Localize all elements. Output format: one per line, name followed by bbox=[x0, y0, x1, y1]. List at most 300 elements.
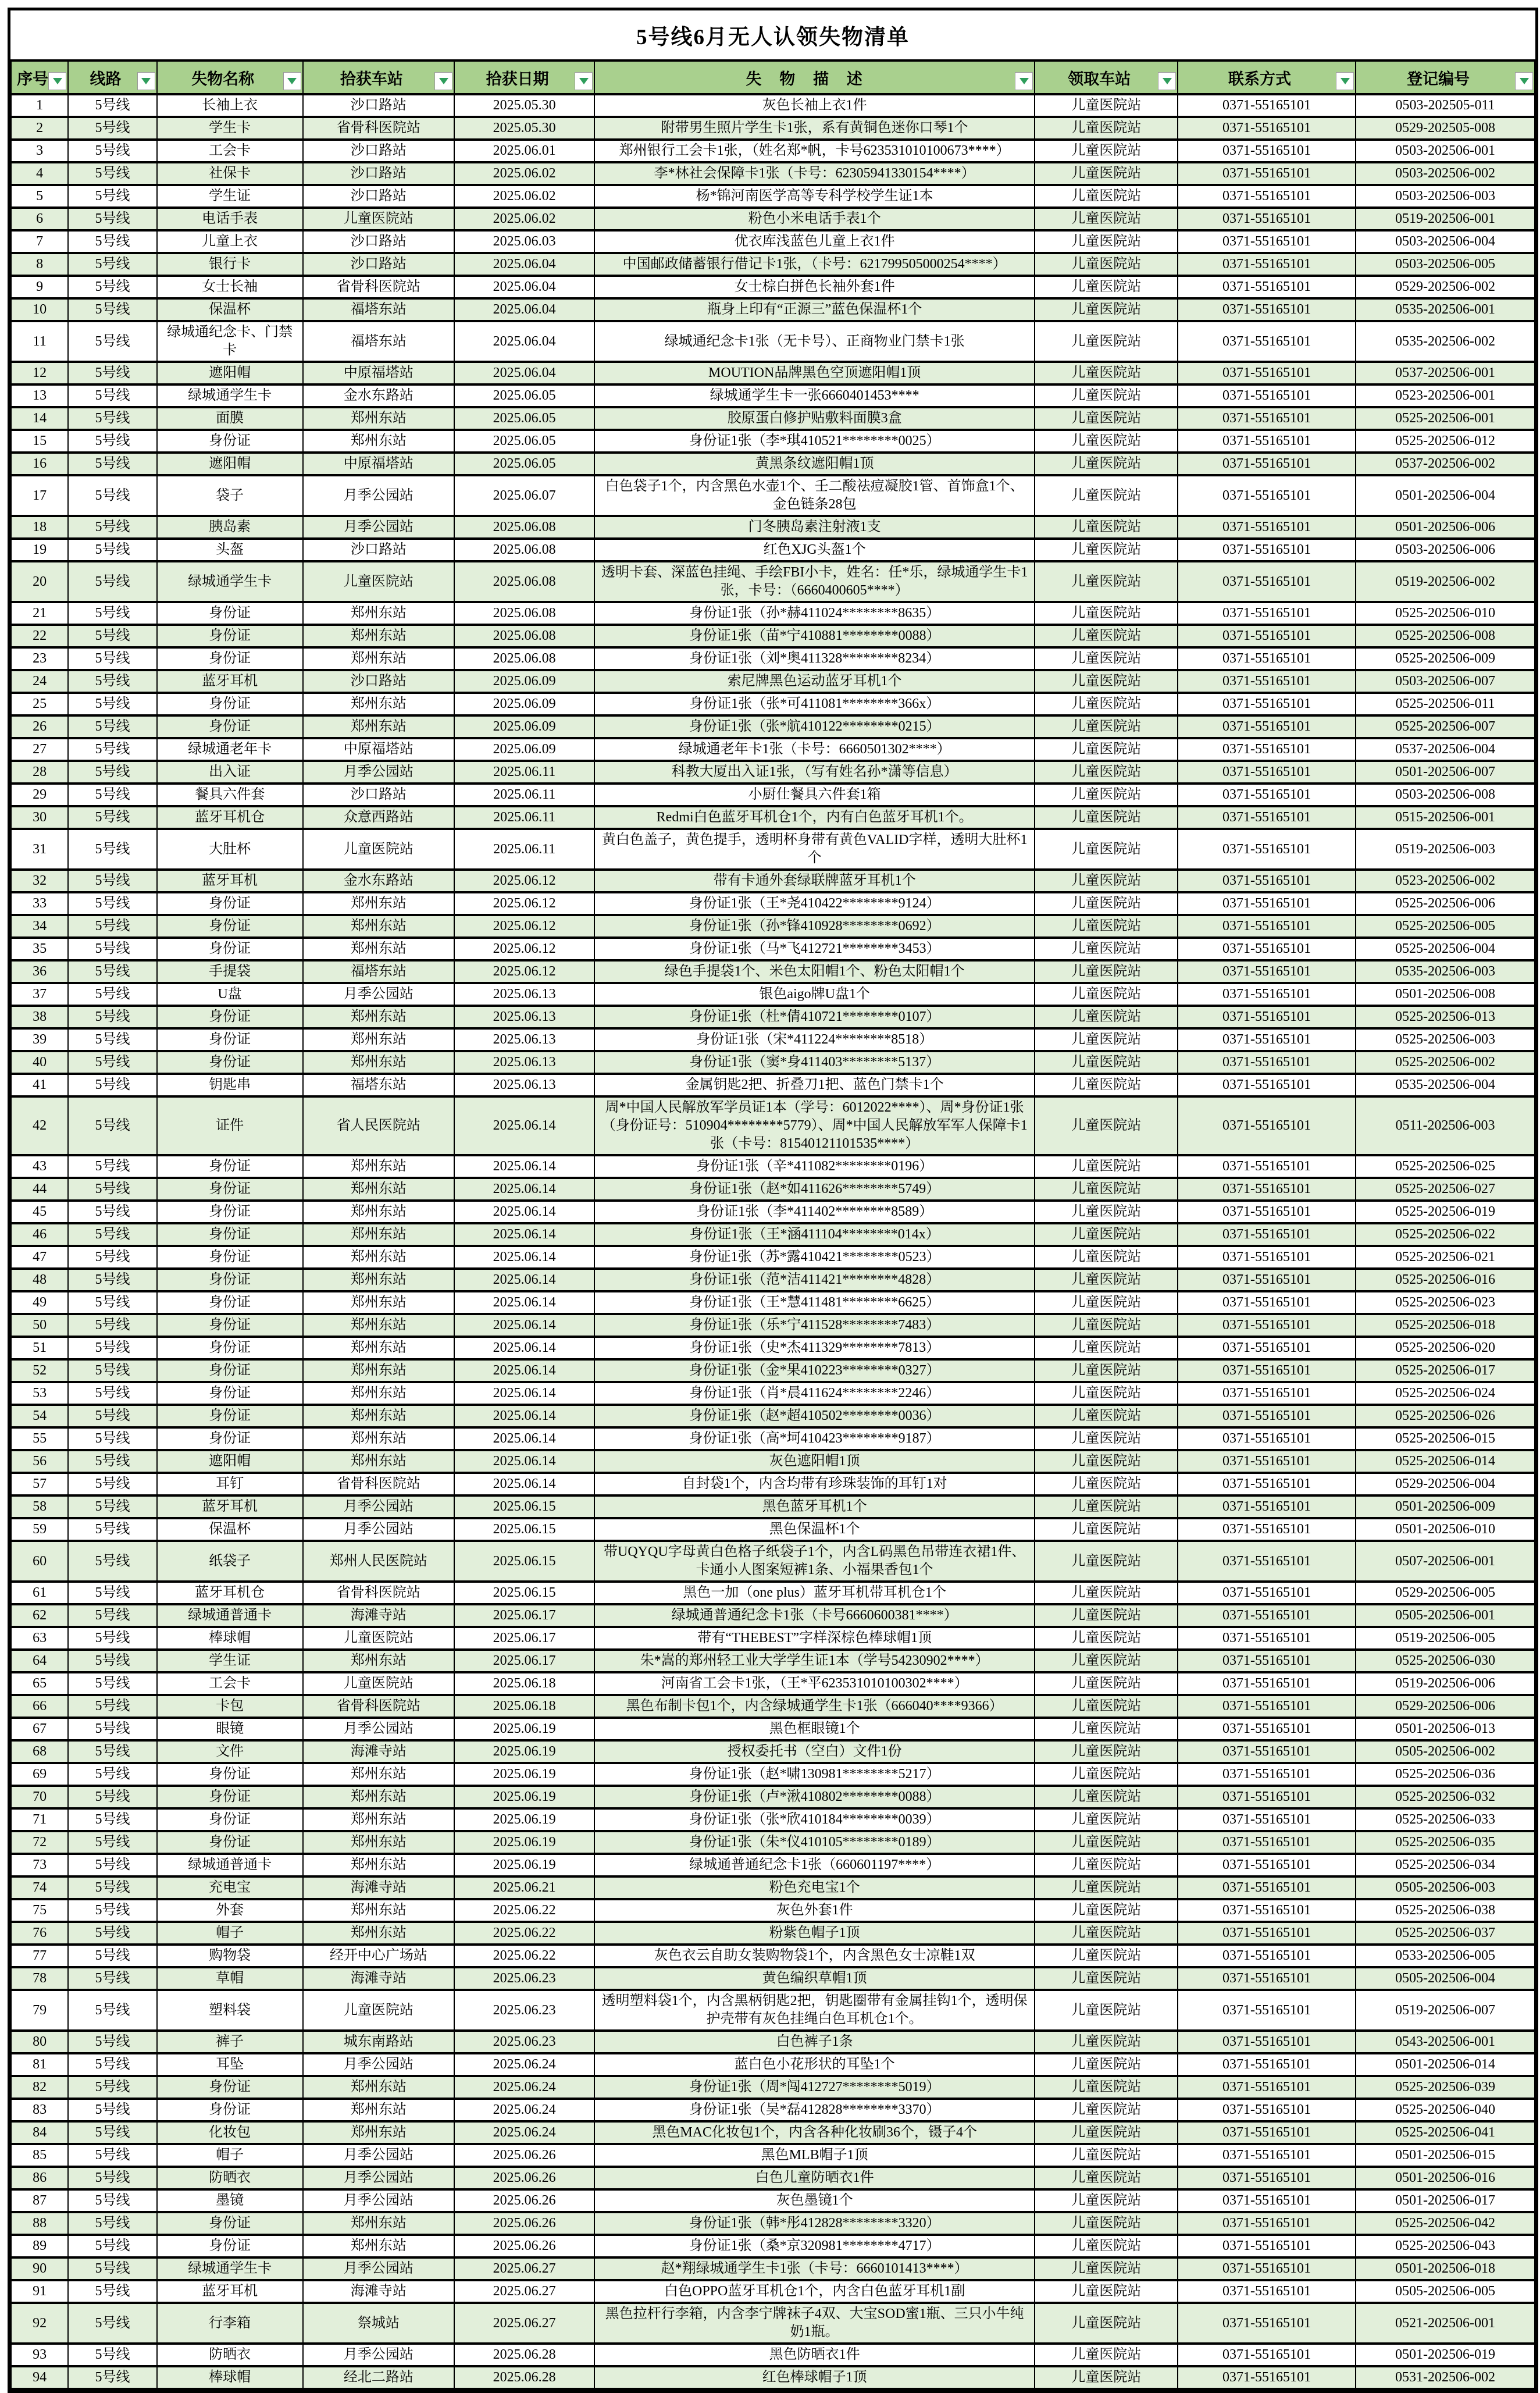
filter-dropdown-button[interactable] bbox=[1158, 72, 1176, 90]
cell-item-name: 手提袋 bbox=[157, 960, 303, 983]
cell-item-name: 儿童上衣 bbox=[157, 230, 303, 253]
cell-contact: 0371-55165101 bbox=[1178, 1627, 1356, 1650]
table-row bbox=[11, 94, 1535, 117]
cell-line: 5号线 bbox=[68, 1006, 156, 1028]
cell-date-found: 2025.06.07 bbox=[454, 475, 594, 516]
cell-contact: 0371-55165101 bbox=[1178, 276, 1356, 298]
cell-reg-no: 0525-202506-043 bbox=[1356, 2235, 1535, 2257]
cell-line: 5号线 bbox=[68, 806, 156, 829]
cell-seq: 67 bbox=[11, 1718, 68, 1740]
cell-item-name: 遮阳帽 bbox=[157, 362, 303, 384]
cell-date-found: 2025.06.14 bbox=[454, 1178, 594, 1201]
cell-station-found: 郑州东站 bbox=[303, 1314, 455, 1337]
cell-item-name: 化妆包 bbox=[157, 2121, 303, 2144]
cell-line: 5号线 bbox=[68, 384, 156, 407]
cell-claim-station: 儿童医院站 bbox=[1035, 1945, 1178, 1967]
filter-dropdown-button[interactable] bbox=[575, 72, 593, 90]
cell-contact: 0371-55165101 bbox=[1178, 2303, 1356, 2344]
table-row bbox=[11, 2121, 1535, 2144]
cell-item-name: 遮阳帽 bbox=[157, 1450, 303, 1473]
cell-date-found: 2025.06.22 bbox=[454, 1922, 594, 1945]
cell-description: 灰色衣云自助女装购物袋1个，内含黑色女士凉鞋1双 bbox=[594, 1945, 1035, 1967]
cell-line: 5号线 bbox=[68, 625, 156, 647]
cell-station-found: 郑州东站 bbox=[303, 1155, 455, 1178]
cell-station-found: 郑州东站 bbox=[303, 407, 455, 430]
cell-station-found: 沙口路站 bbox=[303, 539, 455, 561]
cell-reg-no: 0507-202506-001 bbox=[1356, 1541, 1535, 1582]
cell-item-name: 身份证 bbox=[157, 1269, 303, 1291]
cell-reg-no: 0501-202506-018 bbox=[1356, 2257, 1535, 2280]
cell-reg-no: 0501-202506-008 bbox=[1356, 983, 1535, 1006]
cell-description: 绿城通纪念卡1张（无卡号）、正商物业门禁卡1张 bbox=[594, 321, 1035, 362]
cell-claim-station: 儿童医院站 bbox=[1035, 915, 1178, 938]
cell-date-found: 2025.06.17 bbox=[454, 1627, 594, 1650]
cell-station-found: 月季公园站 bbox=[303, 1495, 455, 1518]
table-row bbox=[11, 1028, 1535, 1051]
cell-item-name: 钥匙串 bbox=[157, 1074, 303, 1096]
cell-reg-no: 0529-202506-006 bbox=[1356, 1695, 1535, 1718]
cell-description: 绿城通学生卡一张6660401453**** bbox=[594, 384, 1035, 407]
cell-claim-station: 儿童医院站 bbox=[1035, 1382, 1178, 1405]
cell-item-name: 身份证 bbox=[157, 1359, 303, 1382]
cell-seq: 35 bbox=[11, 938, 68, 960]
cell-reg-no: 0525-202506-008 bbox=[1356, 625, 1535, 647]
table-row bbox=[11, 625, 1535, 647]
cell-reg-no: 0525-202506-021 bbox=[1356, 1246, 1535, 1269]
cell-date-found: 2025.06.15 bbox=[454, 1582, 594, 1604]
table-row bbox=[11, 1967, 1535, 1990]
cell-item-name: 餐具六件套 bbox=[157, 784, 303, 806]
cell-date-found: 2025.06.12 bbox=[454, 938, 594, 960]
cell-claim-station: 儿童医院站 bbox=[1035, 140, 1178, 162]
cell-claim-station: 儿童医院站 bbox=[1035, 1314, 1178, 1337]
cell-date-found: 2025.06.26 bbox=[454, 2212, 594, 2235]
cell-station-found: 月季公园站 bbox=[303, 2189, 455, 2212]
cell-claim-station: 儿童医院站 bbox=[1035, 938, 1178, 960]
cell-claim-station: 儿童医院站 bbox=[1035, 2189, 1178, 2212]
table-row bbox=[11, 140, 1535, 162]
cell-date-found: 2025.06.24 bbox=[454, 2053, 594, 2076]
table-row bbox=[11, 715, 1535, 738]
cell-contact: 0371-55165101 bbox=[1178, 2366, 1356, 2389]
cell-contact: 0371-55165101 bbox=[1178, 2189, 1356, 2212]
cell-seq: 58 bbox=[11, 1495, 68, 1518]
filter-dropdown-button[interactable] bbox=[48, 72, 66, 90]
cell-item-name: 保温杯 bbox=[157, 298, 303, 321]
cell-seq: 33 bbox=[11, 892, 68, 915]
cell-claim-station: 儿童医院站 bbox=[1035, 2280, 1178, 2303]
cell-item-name: 身份证 bbox=[157, 1051, 303, 1074]
cell-contact: 0371-55165101 bbox=[1178, 2257, 1356, 2280]
cell-contact: 0371-55165101 bbox=[1178, 1945, 1356, 1967]
cell-line: 5号线 bbox=[68, 983, 156, 1006]
cell-contact: 0371-55165101 bbox=[1178, 453, 1356, 475]
cell-claim-station: 儿童医院站 bbox=[1035, 2167, 1178, 2189]
cell-reg-no: 0505-202506-001 bbox=[1356, 1604, 1535, 1627]
cell-line: 5号线 bbox=[68, 140, 156, 162]
cell-station-found: 郑州东站 bbox=[303, 1178, 455, 1201]
cell-contact: 0371-55165101 bbox=[1178, 938, 1356, 960]
cell-line: 5号线 bbox=[68, 1405, 156, 1427]
cell-date-found: 2025.06.01 bbox=[454, 140, 594, 162]
cell-line: 5号线 bbox=[68, 1473, 156, 1495]
table-row bbox=[11, 1945, 1535, 1967]
cell-line: 5号线 bbox=[68, 117, 156, 140]
cell-item-name: 帽子 bbox=[157, 1922, 303, 1945]
cell-description: 身份证1张（孙*赫411024********8635） bbox=[594, 602, 1035, 625]
cell-description: 门冬胰岛素注射液1支 bbox=[594, 516, 1035, 539]
table-row bbox=[11, 1450, 1535, 1473]
cell-contact: 0371-55165101 bbox=[1178, 983, 1356, 1006]
cell-station-found: 月季公园站 bbox=[303, 983, 455, 1006]
cell-contact: 0371-55165101 bbox=[1178, 516, 1356, 539]
cell-description: 绿城通老年卡1张（卡号：6660501302****） bbox=[594, 738, 1035, 761]
table-row bbox=[11, 1582, 1535, 1604]
filter-arrow-icon bbox=[1341, 78, 1350, 84]
cell-claim-station: 儿童医院站 bbox=[1035, 162, 1178, 185]
cell-station-found: 郑州东站 bbox=[303, 430, 455, 453]
table-row bbox=[11, 362, 1535, 384]
column-header-reg-no bbox=[1356, 60, 1535, 94]
cell-seq: 4 bbox=[11, 162, 68, 185]
cell-item-name: 墨镜 bbox=[157, 2189, 303, 2212]
cell-station-found: 郑州东站 bbox=[303, 1650, 455, 1672]
cell-date-found: 2025.06.28 bbox=[454, 2366, 594, 2389]
cell-contact: 0371-55165101 bbox=[1178, 2121, 1356, 2144]
cell-line: 5号线 bbox=[68, 1650, 156, 1672]
cell-station-found: 郑州东站 bbox=[303, 1786, 455, 1808]
cell-station-found: 郑州东站 bbox=[303, 1831, 455, 1854]
cell-reg-no: 0535-202506-003 bbox=[1356, 960, 1535, 983]
cell-station-found: 省骨科医院站 bbox=[303, 117, 455, 140]
table-row bbox=[11, 2235, 1535, 2257]
cell-station-found: 经北二路站 bbox=[303, 2366, 455, 2389]
cell-date-found: 2025.06.18 bbox=[454, 1672, 594, 1695]
cell-contact: 0371-55165101 bbox=[1178, 1854, 1356, 1876]
cell-seq: 28 bbox=[11, 761, 68, 784]
cell-date-found: 2025.06.17 bbox=[454, 1604, 594, 1627]
cell-station-found: 郑州东站 bbox=[303, 1223, 455, 1246]
table-row bbox=[11, 1269, 1535, 1291]
cell-line: 5号线 bbox=[68, 475, 156, 516]
cell-station-found: 福塔东站 bbox=[303, 1074, 455, 1096]
table-row bbox=[11, 2303, 1535, 2344]
cell-station-found: 郑州东站 bbox=[303, 1899, 455, 1922]
cell-seq: 29 bbox=[11, 784, 68, 806]
cell-seq: 22 bbox=[11, 625, 68, 647]
table-row bbox=[11, 1155, 1535, 1178]
table-row bbox=[11, 2257, 1535, 2280]
cell-station-found: 郑州东站 bbox=[303, 892, 455, 915]
cell-description: 身份证1张（吴*磊412828********3370） bbox=[594, 2099, 1035, 2121]
cell-contact: 0371-55165101 bbox=[1178, 1450, 1356, 1473]
cell-line: 5号线 bbox=[68, 2189, 156, 2212]
cell-line: 5号线 bbox=[68, 1028, 156, 1051]
cell-contact: 0371-55165101 bbox=[1178, 1718, 1356, 1740]
cell-item-name: 绿城通普通卡 bbox=[157, 1854, 303, 1876]
cell-contact: 0371-55165101 bbox=[1178, 384, 1356, 407]
cell-claim-station: 儿童医院站 bbox=[1035, 1006, 1178, 1028]
filter-dropdown-button[interactable] bbox=[1336, 72, 1354, 90]
table-row bbox=[11, 806, 1535, 829]
cell-reg-no: 0525-202506-012 bbox=[1356, 430, 1535, 453]
table-row bbox=[11, 407, 1535, 430]
column-header-line bbox=[68, 60, 156, 94]
cell-contact: 0371-55165101 bbox=[1178, 647, 1356, 670]
cell-seq: 32 bbox=[11, 870, 68, 892]
cell-item-name: 学生证 bbox=[157, 185, 303, 208]
cell-reg-no: 0529-202506-004 bbox=[1356, 1473, 1535, 1495]
cell-station-found: 海滩寺站 bbox=[303, 1967, 455, 1990]
table-row bbox=[11, 162, 1535, 185]
cell-description: 自封袋1个，内含均带有珍珠装饰的耳钉1对 bbox=[594, 1473, 1035, 1495]
cell-seq: 44 bbox=[11, 1178, 68, 1201]
cell-station-found: 福塔东站 bbox=[303, 298, 455, 321]
cell-line: 5号线 bbox=[68, 430, 156, 453]
cell-item-name: 防晒衣 bbox=[157, 2167, 303, 2189]
cell-station-found: 海滩寺站 bbox=[303, 2280, 455, 2303]
cell-claim-station: 儿童医院站 bbox=[1035, 94, 1178, 117]
cell-date-found: 2025.06.21 bbox=[454, 1876, 594, 1899]
cell-seq: 53 bbox=[11, 1382, 68, 1405]
column-header-label: 拾获日期 bbox=[486, 70, 549, 88]
cell-line: 5号线 bbox=[68, 761, 156, 784]
table-row bbox=[11, 1337, 1535, 1359]
cell-seq: 14 bbox=[11, 407, 68, 430]
cell-item-name: 身份证 bbox=[157, 1155, 303, 1178]
cell-item-name: 耳钉 bbox=[157, 1473, 303, 1495]
cell-seq: 18 bbox=[11, 516, 68, 539]
cell-reg-no: 0525-202506-027 bbox=[1356, 1178, 1535, 1201]
cell-description: 黑色布制卡包1个，内含绿城通学生卡1张（666040****9366） bbox=[594, 1695, 1035, 1718]
table-row bbox=[11, 1223, 1535, 1246]
cell-contact: 0371-55165101 bbox=[1178, 1405, 1356, 1427]
cell-claim-station: 儿童医院站 bbox=[1035, 1672, 1178, 1695]
cell-description: 绿城通普通纪念卡1张（660601197****） bbox=[594, 1854, 1035, 1876]
cell-description: 身份证1张（宋*411224********8518） bbox=[594, 1028, 1035, 1051]
cell-item-name: 蓝牙耳机 bbox=[157, 1495, 303, 1518]
cell-line: 5号线 bbox=[68, 2076, 156, 2099]
cell-station-found: 郑州东站 bbox=[303, 1808, 455, 1831]
cell-description: 李*林社会保障卡1张（卡号：62305941330154****） bbox=[594, 162, 1035, 185]
cell-line: 5号线 bbox=[68, 2235, 156, 2257]
cell-item-name: 长袖上衣 bbox=[157, 94, 303, 117]
table-row bbox=[11, 602, 1535, 625]
cell-claim-station: 儿童医院站 bbox=[1035, 693, 1178, 715]
cell-contact: 0371-55165101 bbox=[1178, 829, 1356, 870]
cell-seq: 63 bbox=[11, 1627, 68, 1650]
cell-claim-station: 儿童医院站 bbox=[1035, 362, 1178, 384]
cell-contact: 0371-55165101 bbox=[1178, 230, 1356, 253]
cell-description: 绿色手提袋1个、米色太阳帽1个、粉色太阳帽1个 bbox=[594, 960, 1035, 983]
table-row bbox=[11, 516, 1535, 539]
table-row bbox=[11, 561, 1535, 602]
cell-date-found: 2025.06.23 bbox=[454, 2031, 594, 2053]
cell-contact: 0371-55165101 bbox=[1178, 915, 1356, 938]
cell-contact: 0371-55165101 bbox=[1178, 1740, 1356, 1763]
cell-seq: 11 bbox=[11, 321, 68, 362]
cell-seq: 85 bbox=[11, 2144, 68, 2167]
filter-dropdown-button[interactable] bbox=[1015, 72, 1033, 90]
cell-date-found: 2025.06.19 bbox=[454, 1718, 594, 1740]
cell-description: 金属钥匙2把、折叠刀1把、蓝色门禁卡1个 bbox=[594, 1074, 1035, 1096]
cell-description: 黑色拉杆行李箱，内含李宁牌袜子4双、大宝SOD蜜1瓶、三只小牛纯奶1瓶。 bbox=[594, 2303, 1035, 2344]
cell-claim-station: 儿童医院站 bbox=[1035, 1808, 1178, 1831]
cell-contact: 0371-55165101 bbox=[1178, 1763, 1356, 1786]
filter-dropdown-button[interactable] bbox=[283, 72, 301, 90]
cell-item-name: 身份证 bbox=[157, 647, 303, 670]
filter-arrow-icon bbox=[287, 78, 297, 84]
cell-line: 5号线 bbox=[68, 253, 156, 276]
cell-description: 索尼牌黑色运动蓝牙耳机1个 bbox=[594, 670, 1035, 693]
cell-reg-no: 0525-202506-030 bbox=[1356, 1650, 1535, 1672]
cell-reg-no: 0523-202506-001 bbox=[1356, 384, 1535, 407]
cell-station-found: 海滩寺站 bbox=[303, 1604, 455, 1627]
table-row bbox=[11, 2144, 1535, 2167]
cell-line: 5号线 bbox=[68, 1269, 156, 1291]
cell-item-name: 学生证 bbox=[157, 1650, 303, 1672]
cell-line: 5号线 bbox=[68, 1990, 156, 2031]
table-row bbox=[11, 738, 1535, 761]
cell-line: 5号线 bbox=[68, 516, 156, 539]
table-row bbox=[11, 2053, 1535, 2076]
column-header-description bbox=[594, 60, 1035, 94]
cell-description: 身份证1张（赵*啸130981********5217） bbox=[594, 1763, 1035, 1786]
cell-claim-station: 儿童医院站 bbox=[1035, 1405, 1178, 1427]
cell-item-name: 身份证 bbox=[157, 1028, 303, 1051]
cell-contact: 0371-55165101 bbox=[1178, 2280, 1356, 2303]
cell-reg-no: 0515-202506-001 bbox=[1356, 806, 1535, 829]
cell-reg-no: 0525-202506-041 bbox=[1356, 2121, 1535, 2144]
cell-item-name: 塑料袋 bbox=[157, 1990, 303, 2031]
cell-reg-no: 0501-202506-006 bbox=[1356, 516, 1535, 539]
cell-station-found: 郑州东站 bbox=[303, 1337, 455, 1359]
cell-seq: 54 bbox=[11, 1405, 68, 1427]
cell-line: 5号线 bbox=[68, 1718, 156, 1740]
cell-claim-station: 儿童医院站 bbox=[1035, 2366, 1178, 2389]
cell-item-name: 帽子 bbox=[157, 2144, 303, 2167]
cell-reg-no: 0501-202506-017 bbox=[1356, 2189, 1535, 2212]
cell-reg-no: 0501-202506-015 bbox=[1356, 2144, 1535, 2167]
cell-reg-no: 0525-202506-032 bbox=[1356, 1786, 1535, 1808]
table-row bbox=[11, 1831, 1535, 1854]
cell-seq: 7 bbox=[11, 230, 68, 253]
cell-item-name: 行李箱 bbox=[157, 2303, 303, 2344]
cell-seq: 3 bbox=[11, 140, 68, 162]
cell-seq: 23 bbox=[11, 647, 68, 670]
cell-reg-no: 0503-202506-008 bbox=[1356, 784, 1535, 806]
cell-contact: 0371-55165101 bbox=[1178, 625, 1356, 647]
table-row bbox=[11, 1074, 1535, 1096]
cell-claim-station: 儿童医院站 bbox=[1035, 2053, 1178, 2076]
cell-station-found: 郑州东站 bbox=[303, 1028, 455, 1051]
cell-date-found: 2025.06.14 bbox=[454, 1155, 594, 1178]
column-header-label: 登记编号 bbox=[1407, 70, 1470, 88]
cell-description: 绿城通普通纪念卡1张（卡号6660600381****） bbox=[594, 1604, 1035, 1627]
cell-item-name: 蓝牙耳机 bbox=[157, 670, 303, 693]
cell-reg-no: 0519-202506-002 bbox=[1356, 561, 1535, 602]
cell-contact: 0371-55165101 bbox=[1178, 670, 1356, 693]
cell-reg-no: 0505-202506-002 bbox=[1356, 1740, 1535, 1763]
cell-claim-station: 儿童医院站 bbox=[1035, 1223, 1178, 1246]
cell-claim-station: 儿童医院站 bbox=[1035, 2031, 1178, 2053]
cell-date-found: 2025.05.30 bbox=[454, 94, 594, 117]
cell-claim-station: 儿童医院站 bbox=[1035, 1922, 1178, 1945]
cell-date-found: 2025.05.30 bbox=[454, 117, 594, 140]
cell-claim-station: 儿童医院站 bbox=[1035, 2344, 1178, 2366]
column-header-label: 拾获车站 bbox=[340, 70, 403, 88]
cell-line: 5号线 bbox=[68, 1763, 156, 1786]
cell-claim-station: 儿童医院站 bbox=[1035, 430, 1178, 453]
column-header-label: 领取车站 bbox=[1068, 70, 1131, 88]
cell-line: 5号线 bbox=[68, 693, 156, 715]
cell-description: 朱*嵩的郑州轻工业大学学生证1本（学号54230902****） bbox=[594, 1650, 1035, 1672]
cell-date-found: 2025.06.14 bbox=[454, 1269, 594, 1291]
cell-claim-station: 儿童医院站 bbox=[1035, 715, 1178, 738]
cell-contact: 0371-55165101 bbox=[1178, 1876, 1356, 1899]
cell-contact: 0371-55165101 bbox=[1178, 2235, 1356, 2257]
cell-contact: 0371-55165101 bbox=[1178, 1178, 1356, 1201]
table-row bbox=[11, 2344, 1535, 2366]
cell-line: 5号线 bbox=[68, 1314, 156, 1337]
filter-dropdown-button[interactable] bbox=[137, 72, 155, 90]
cell-line: 5号线 bbox=[68, 321, 156, 362]
column-header-contact bbox=[1178, 60, 1356, 94]
cell-item-name: 证件 bbox=[157, 1096, 303, 1155]
cell-line: 5号线 bbox=[68, 829, 156, 870]
cell-reg-no: 0543-202506-001 bbox=[1356, 2031, 1535, 2053]
cell-station-found: 福塔东站 bbox=[303, 960, 455, 983]
cell-station-found: 省骨科医院站 bbox=[303, 1473, 455, 1495]
cell-item-name: 卡包 bbox=[157, 1695, 303, 1718]
table-row bbox=[11, 647, 1535, 670]
cell-description: 银色aigo牌U盘1个 bbox=[594, 983, 1035, 1006]
cell-date-found: 2025.06.14 bbox=[454, 1223, 594, 1246]
cell-date-found: 2025.06.04 bbox=[454, 362, 594, 384]
cell-description: 身份证1张（苗*宁410881********0088） bbox=[594, 625, 1035, 647]
filter-dropdown-button[interactable] bbox=[434, 72, 452, 90]
cell-description: 身份证1张（肖*晨411624********2246） bbox=[594, 1382, 1035, 1405]
cell-contact: 0371-55165101 bbox=[1178, 1518, 1356, 1541]
cell-reg-no: 0525-202506-022 bbox=[1356, 1223, 1535, 1246]
cell-claim-station: 儿童医院站 bbox=[1035, 539, 1178, 561]
cell-description: 带有卡通外套绿联牌蓝牙耳机1个 bbox=[594, 870, 1035, 892]
cell-seq: 66 bbox=[11, 1695, 68, 1718]
cell-seq: 5 bbox=[11, 185, 68, 208]
cell-date-found: 2025.06.09 bbox=[454, 693, 594, 715]
cell-station-found: 儿童医院站 bbox=[303, 1672, 455, 1695]
cell-claim-station: 儿童医院站 bbox=[1035, 829, 1178, 870]
table-row bbox=[11, 1405, 1535, 1427]
page-title: 5号线6月无人认领失物清单 bbox=[10, 10, 1535, 59]
column-header-label: 序号 bbox=[17, 70, 49, 88]
cell-line: 5号线 bbox=[68, 2099, 156, 2121]
cell-reg-no: 0525-202506-011 bbox=[1356, 693, 1535, 715]
cell-date-found: 2025.06.19 bbox=[454, 1831, 594, 1854]
cell-line: 5号线 bbox=[68, 2257, 156, 2280]
cell-reg-no: 0525-202506-009 bbox=[1356, 647, 1535, 670]
cell-date-found: 2025.06.12 bbox=[454, 915, 594, 938]
filter-dropdown-button[interactable] bbox=[1515, 72, 1533, 90]
cell-reg-no: 0525-202506-015 bbox=[1356, 1427, 1535, 1450]
cell-seq: 68 bbox=[11, 1740, 68, 1763]
cell-station-found: 郑州东站 bbox=[303, 1291, 455, 1314]
cell-seq: 69 bbox=[11, 1763, 68, 1786]
cell-station-found: 沙口路站 bbox=[303, 253, 455, 276]
cell-date-found: 2025.06.27 bbox=[454, 2280, 594, 2303]
cell-seq: 8 bbox=[11, 253, 68, 276]
table-row bbox=[11, 1246, 1535, 1269]
